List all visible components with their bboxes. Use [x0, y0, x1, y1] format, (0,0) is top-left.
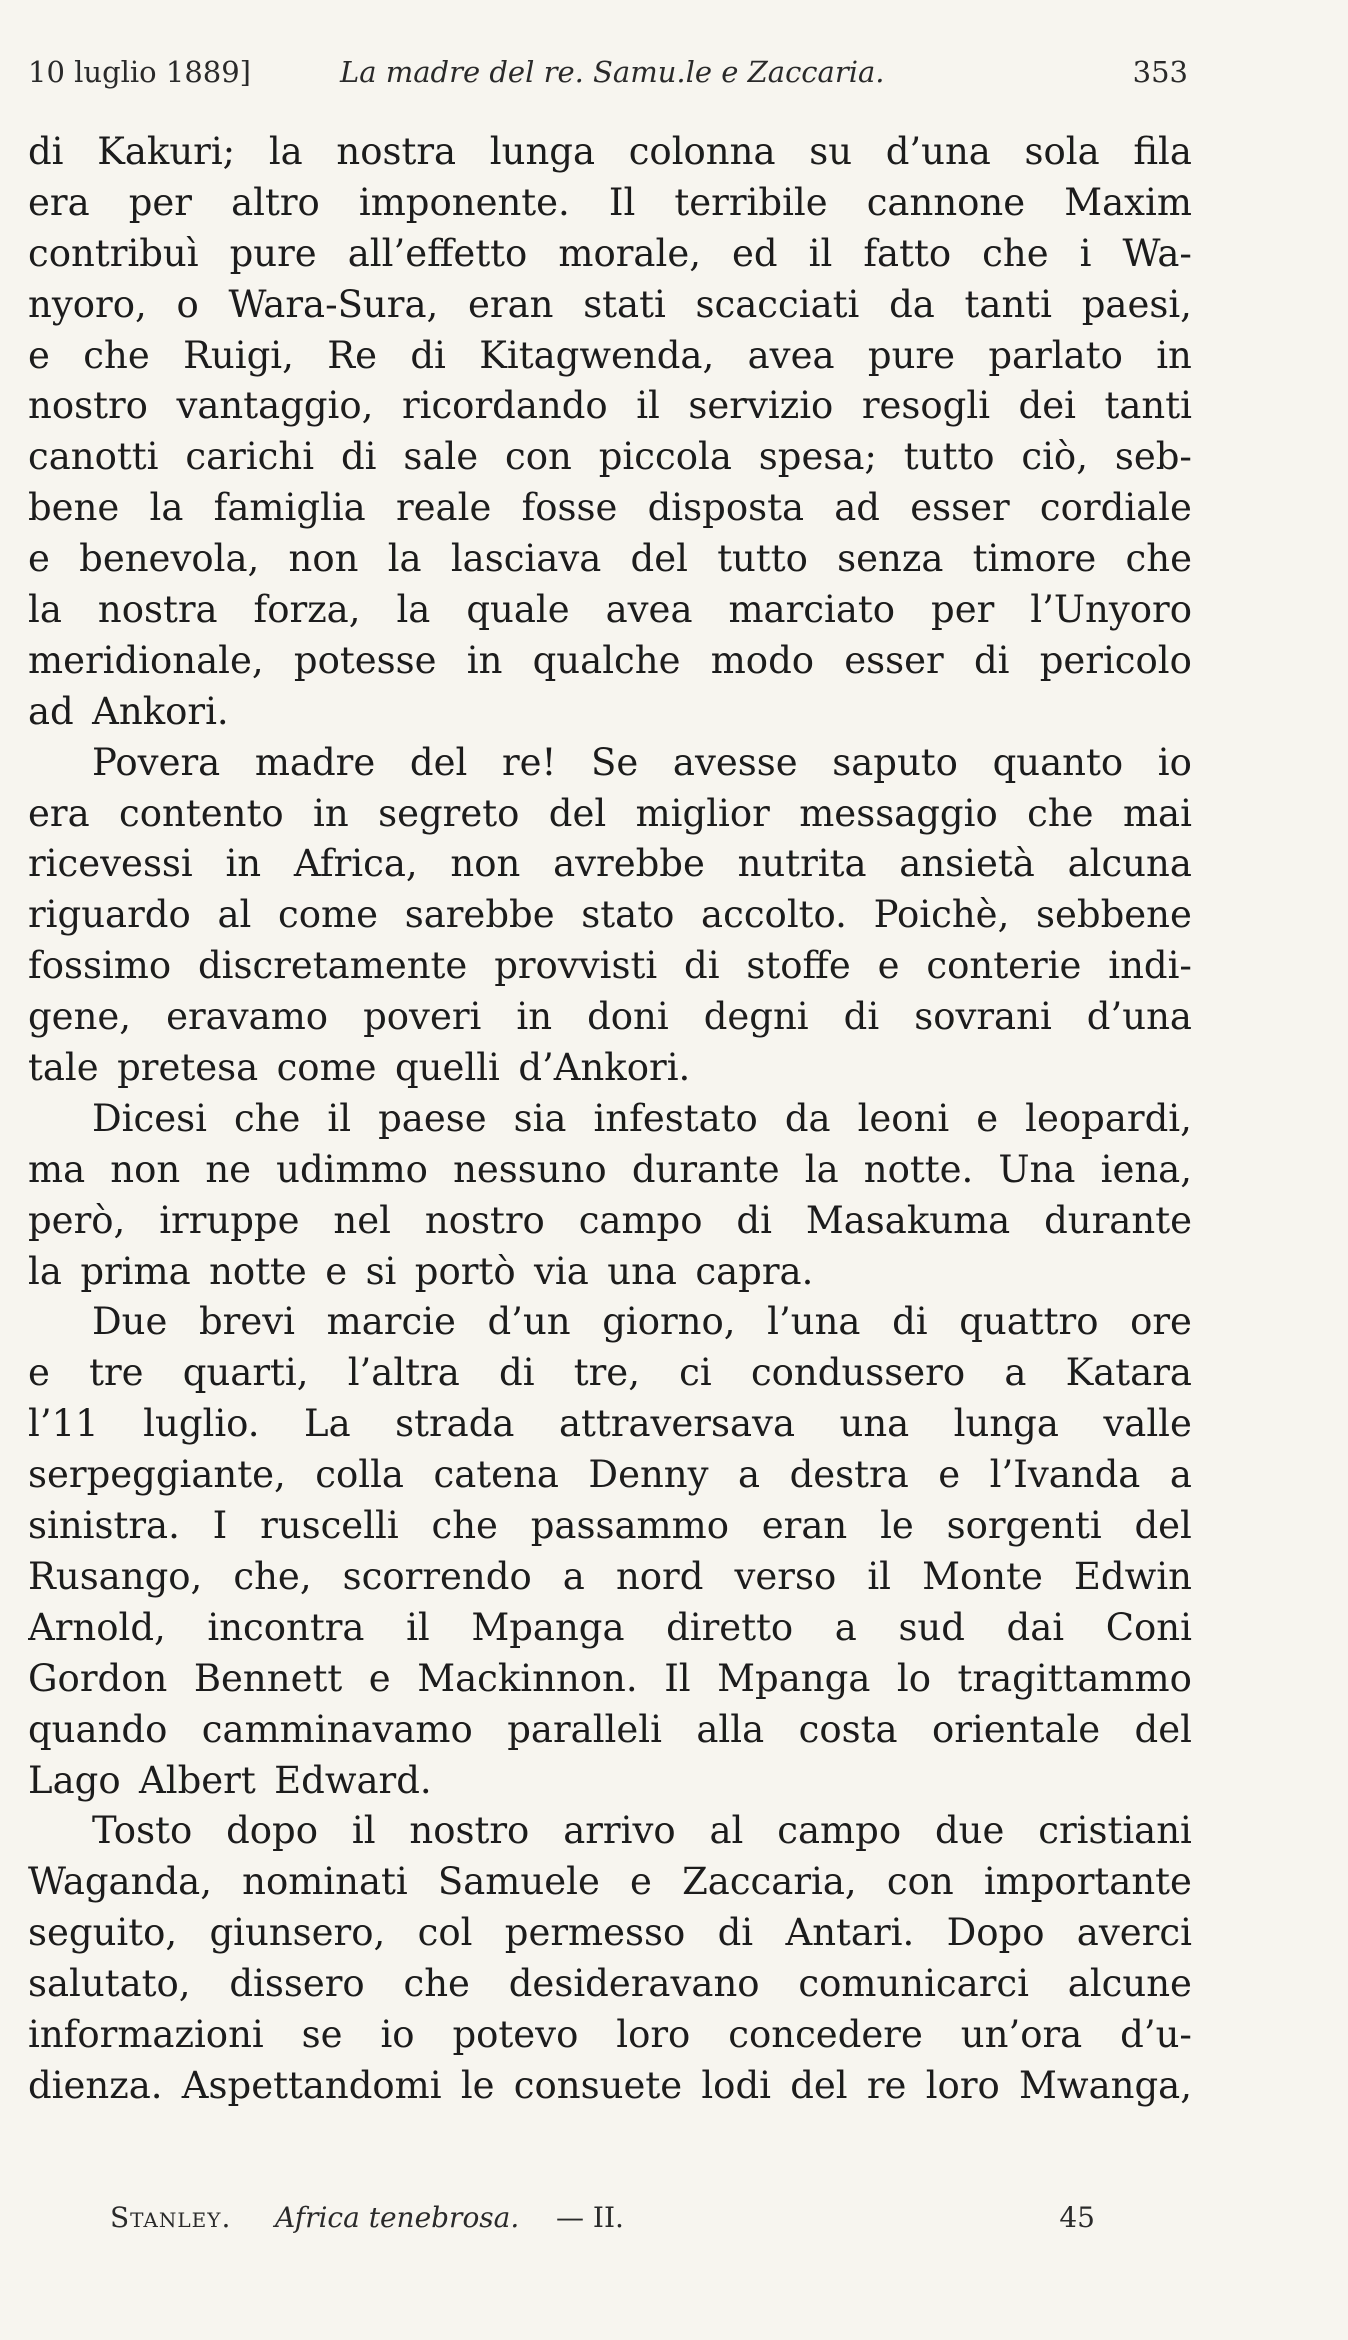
text-line: nyoro, o Wara-Sura, eran stati scacciati da tanti paesi,	[28, 282, 1192, 326]
text-line: Due brevi marcie d’un giorno, l’una di quattro ore	[92, 1300, 1192, 1344]
text-line: sinistra. I ruscelli che passammo eran le sorgenti del	[28, 1504, 1192, 1548]
text-line: la prima notte e si portò via una capra.	[28, 1249, 814, 1293]
text-line: era per altro imponente. Il terribile cannone Maxim	[28, 180, 1192, 224]
text-line: però, irruppe nel nostro campo di Masakuma durante	[28, 1198, 1192, 1242]
text-line: di Kakuri; la nostra lunga colonna su d’una sola fila	[28, 130, 1192, 173]
text-line: l’11 luglio. La strada attraversava una lunga valle	[28, 1402, 1192, 1446]
text-line: ad Ankori.	[28, 689, 229, 733]
text-line: e benevola, non la lasciava del tutto senza timore che	[28, 537, 1192, 581]
page-footer	[110, 2196, 1095, 2240]
text-line: bene la famiglia reale fosse disposta ad esser cordiale	[28, 486, 1192, 530]
text-line: nostro vantaggio, ricordando il servizio resogli dei tanti	[28, 384, 1192, 428]
text-line: Arnold, incontra il Mpanga diretto a sud dai Coni	[28, 1605, 1192, 1649]
text-line: Waganda, nominati Samuele e Zaccaria, con importante	[28, 1860, 1192, 1904]
text-line: salutato, dissero che desideravano comunicarci alcune	[28, 1962, 1192, 2006]
footer-book-title: Africa tenebrosa.	[275, 2201, 520, 2234]
text-line: la nostra forza, la quale avea marciato per l’Unyoro	[28, 588, 1192, 632]
text-line: seguito, giunsero, col permesso di Antari. Dopo averci	[28, 1911, 1192, 1955]
text-line: ricevessi in Africa, non avrebbe nutrita ansietà alcuna	[28, 842, 1192, 886]
text-line: informazioni se io potevo loro concedere un’ora d’u-	[28, 2012, 1192, 2056]
text-line: riguardo al come sarebbe stato accolto. Poichè, sebbene	[28, 893, 1192, 937]
text-line: e che Ruigi, Re di Kitagwenda, avea pure parlato in	[28, 333, 1192, 377]
text-line: serpeggiante, colla catena Denny a destra e l’Ivanda a	[28, 1453, 1192, 1497]
text-line: contribuì pure all’effetto morale, ed il fatto che i Wa-	[28, 231, 1192, 275]
running-head	[28, 50, 1188, 94]
text-line: Lago Albert Edward.	[28, 1758, 432, 1802]
footer-author: Stanley.	[110, 2201, 232, 2234]
text-line: fossimo discretamente provvisti di stoffe e conterie indi-	[28, 944, 1192, 988]
text-line: era contento in segreto del miglior messaggio che mai	[28, 791, 1192, 835]
text-line: quando camminavamo paralleli alla costa orientale del	[28, 1707, 1192, 1751]
text-line: Rusango, che, scorrendo a nord verso il Monte Edwin	[28, 1554, 1192, 1598]
text-line: meridionale, potesse in qualche modo esser di pericolo	[28, 638, 1192, 682]
page-number: 353	[1132, 55, 1188, 89]
footer-signature-mark: 45	[1059, 2201, 1095, 2234]
running-head-title: La madre del re. Samu.le e Zaccaria.	[340, 55, 885, 89]
text-line: canotti carichi di sale con piccola spesa; tutto ciò, seb-	[28, 435, 1192, 479]
text-line: Tosto dopo il nostro arrivo al campo due cristiani	[92, 1809, 1192, 1853]
text-line: tale pretesa come quelli d’Ankori.	[28, 1046, 691, 1090]
text-line: Gordon Bennett e Mackinnon. Il Mpanga lo tragittammo	[28, 1656, 1192, 1700]
text-line: Povera madre del re! Se avesse saputo quanto io	[92, 740, 1192, 784]
running-head-date: 10 luglio 1889]	[28, 55, 251, 89]
body-text	[28, 127, 1192, 2112]
text-line: gene, eravamo poveri in doni degni di sovrani d’una	[28, 995, 1192, 1039]
text-line: e tre quarti, l’altra di tre, ci condussero a Katara	[28, 1351, 1192, 1395]
text-line: dienza. Aspettandomi le consuete lodi del re loro Mwanga,	[28, 2063, 1192, 2107]
text-line: ma non ne udimmo nessuno durante la notte. Una iena,	[28, 1147, 1192, 1191]
text-line: Dicesi che il paese sia infestato da leoni e leopardi,	[92, 1096, 1192, 1140]
footer-volume: — II.	[556, 2201, 624, 2234]
